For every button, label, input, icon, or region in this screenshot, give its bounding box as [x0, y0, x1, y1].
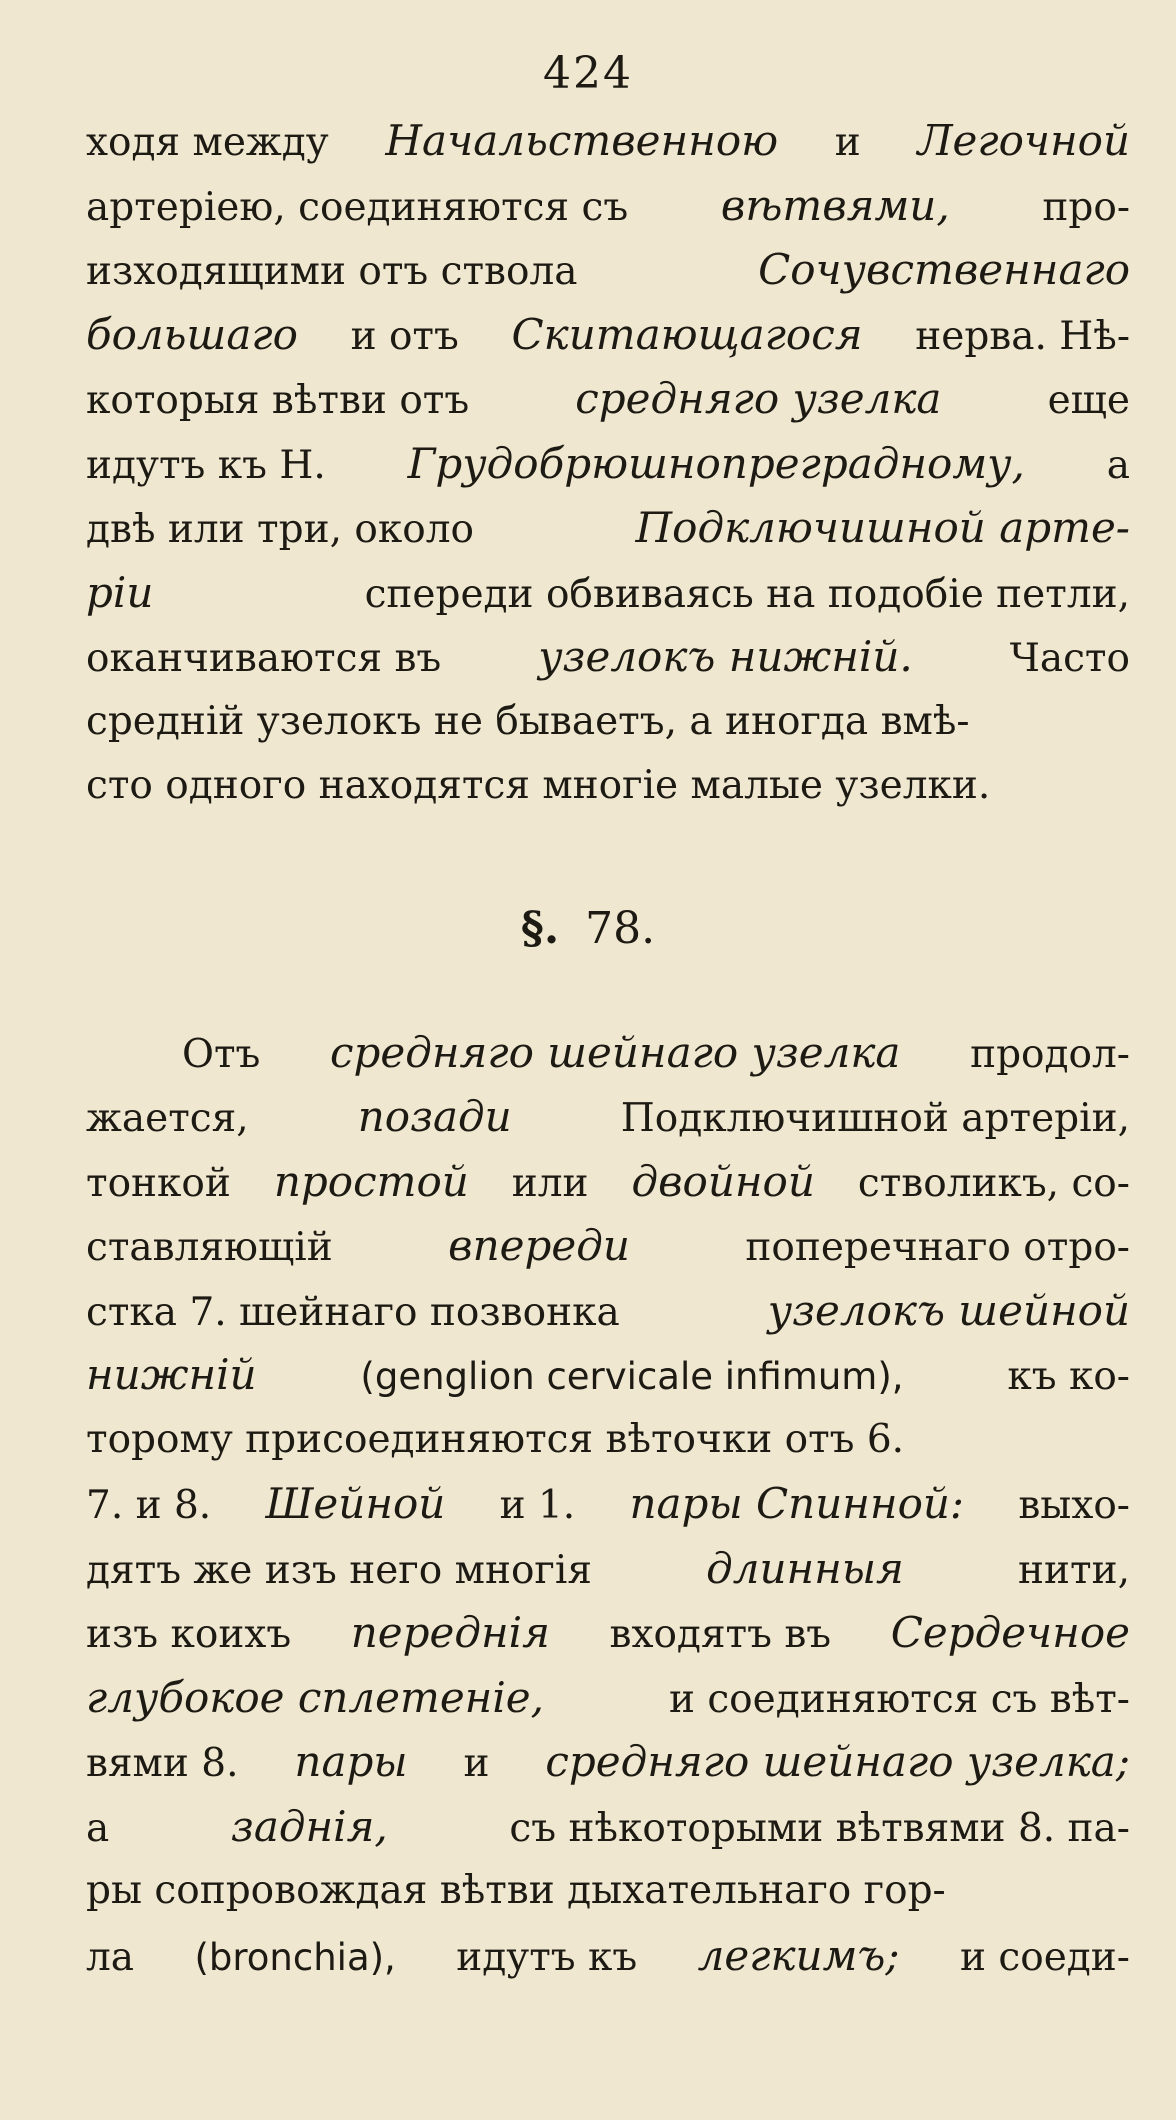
- text-segment: поперечнаго отро-: [745, 1225, 1130, 1270]
- italic-term: узелокъ нижній.: [538, 632, 913, 681]
- text-segment: продол-: [970, 1031, 1130, 1077]
- italic-term: Сочувственнаго: [758, 245, 1130, 294]
- text-segment: нерва. Нѣ-: [915, 313, 1130, 359]
- text-line: [86, 1537, 1130, 1602]
- italic-term: заднія,: [230, 1801, 388, 1851]
- italic-term: вѣтвями,: [720, 180, 950, 230]
- text-segment: артеріею, соединяются съ: [86, 184, 629, 230]
- text-segment: идутъ къ Н.: [86, 442, 326, 488]
- text-line: [86, 690, 1130, 755]
- italic-term: Легочной: [917, 116, 1130, 165]
- italic-term: пары: [294, 1737, 408, 1786]
- text-segment: ставляющій: [86, 1225, 333, 1270]
- section-sign: §.: [520, 902, 560, 954]
- text-segment: и: [463, 1741, 490, 1786]
- text-segment: изходящими отъ ствола: [86, 249, 578, 294]
- paragraph-continuation: [86, 109, 1130, 819]
- text-segment: стка 7. шейнаго позвонка: [86, 1289, 620, 1335]
- italic-term: Начальственною: [385, 116, 779, 165]
- text-segment: нити,: [1018, 1547, 1130, 1593]
- italic-term: Подключишной арте-: [635, 503, 1130, 552]
- italic-term: длинныя: [706, 1543, 904, 1593]
- text-line: [86, 1021, 1130, 1086]
- italic-term: впереди: [448, 1221, 630, 1270]
- text-line: [86, 1214, 1130, 1279]
- text-line: [86, 1795, 1130, 1860]
- italic-term: переднія: [350, 1608, 550, 1657]
- text-line: [86, 1150, 1130, 1215]
- page-number: 424: [543, 48, 633, 99]
- text-segment: идутъ къ: [456, 1934, 638, 1980]
- italic-term: узелокъ шейной: [767, 1285, 1130, 1335]
- text-segment: про-: [1042, 184, 1130, 230]
- italic-term: Грудобрюшнопреградному,: [407, 438, 1025, 488]
- text-segment: жается,: [86, 1096, 249, 1141]
- text-line: [86, 1343, 1130, 1408]
- text-segment: а: [1106, 442, 1130, 488]
- text-segment: выхо-: [1018, 1483, 1130, 1528]
- latin-term: (genglion cervicale infimum),: [360, 1355, 904, 1398]
- text-line: [86, 561, 1130, 626]
- text-line: [86, 1666, 1130, 1731]
- section-number: 78.: [585, 902, 656, 954]
- text-segment: и: [834, 120, 861, 165]
- text-line: [86, 1601, 1130, 1666]
- text-segment: двѣ или три, около: [86, 507, 474, 552]
- text-segment: еще: [1047, 378, 1130, 423]
- italic-term: Шейной: [265, 1479, 446, 1528]
- text-segment: сто одного находятся многіе малые узелки.: [86, 763, 991, 808]
- text-segment: а: [86, 1805, 110, 1851]
- text-segment: и 1.: [499, 1483, 576, 1528]
- italic-term: Сердечное: [890, 1608, 1130, 1657]
- italic-term: средняго шейнаго узелка: [330, 1027, 901, 1077]
- text-segment: Часто: [1009, 636, 1130, 681]
- text-segment: Подключишной артеріи,: [620, 1096, 1130, 1141]
- text-segment: ходя между: [86, 120, 329, 165]
- italic-term: средняго шейнаго узелка;: [545, 1737, 1130, 1786]
- text-segment: входятъ въ: [609, 1612, 832, 1657]
- italic-term: Скитающагося: [511, 309, 863, 359]
- text-segment: вями 8.: [86, 1741, 239, 1786]
- text-segment: тонкой: [86, 1160, 231, 1206]
- text-line: [86, 496, 1130, 561]
- text-segment: 7. и 8.: [86, 1483, 212, 1528]
- text-segment: и соединяются съ вѣт-: [668, 1676, 1130, 1722]
- text-line: [86, 1924, 1130, 1989]
- italic-term: позади: [357, 1092, 512, 1141]
- italic-term: большаго: [86, 309, 298, 359]
- text-segment: средній узелокъ не бываетъ, а иногда вмѣ-: [86, 698, 970, 744]
- text-segment: Отъ: [182, 1031, 261, 1077]
- text-line: [86, 1279, 1130, 1344]
- text-segment: или: [511, 1160, 589, 1206]
- text-segment: стволикъ, со-: [857, 1160, 1130, 1206]
- text-segment: оканчиваются въ: [86, 636, 442, 681]
- text-segment: и соеди-: [960, 1934, 1130, 1980]
- italic-term: глубокое сплетеніе,: [86, 1672, 544, 1722]
- text-line: [86, 174, 1130, 239]
- text-segment: которыя вѣтви отъ: [86, 378, 470, 423]
- text-segment: спереди обвиваясь на подобіе петли,: [364, 571, 1130, 617]
- italic-term: легкимъ;: [697, 1930, 900, 1980]
- italic-term: простой: [273, 1156, 469, 1206]
- text-line: [86, 1085, 1130, 1150]
- section-heading: [0, 901, 1176, 957]
- italic-term: нижній: [86, 1350, 257, 1399]
- text-segment: изъ коихъ: [86, 1612, 292, 1657]
- text-segment: торому присоединяются вѣточки отъ 6.: [86, 1416, 905, 1462]
- italic-term: двойной: [631, 1156, 815, 1206]
- text-line: [86, 1408, 1130, 1473]
- text-line: [86, 1859, 1130, 1924]
- italic-term: средняго узелка: [575, 374, 942, 423]
- latin-term: (bronchia),: [194, 1935, 396, 1979]
- text-line: [86, 754, 1130, 819]
- text-line: [86, 432, 1130, 497]
- section-78-paragraph: [86, 1021, 1130, 1989]
- text-line: [86, 625, 1130, 690]
- italic-term: пары Спинной:: [629, 1479, 965, 1528]
- text-line: [86, 238, 1130, 303]
- text-segment: и отъ: [350, 313, 459, 359]
- text-line: [86, 1730, 1130, 1795]
- text-line: [86, 109, 1130, 174]
- text-segment: дятъ же изъ него многія: [86, 1547, 592, 1593]
- italic-term: ріи: [86, 567, 154, 617]
- text-segment: ла: [86, 1934, 135, 1980]
- text-line: [86, 367, 1130, 432]
- text-segment: къ ко-: [1007, 1354, 1130, 1399]
- text-line: [86, 1472, 1130, 1537]
- text-segment: съ нѣкоторыми вѣтвями 8. па-: [509, 1805, 1130, 1851]
- text-line: [86, 303, 1130, 368]
- text-segment: ры сопровождая вѣтви дыхательнаго гор-: [86, 1868, 946, 1913]
